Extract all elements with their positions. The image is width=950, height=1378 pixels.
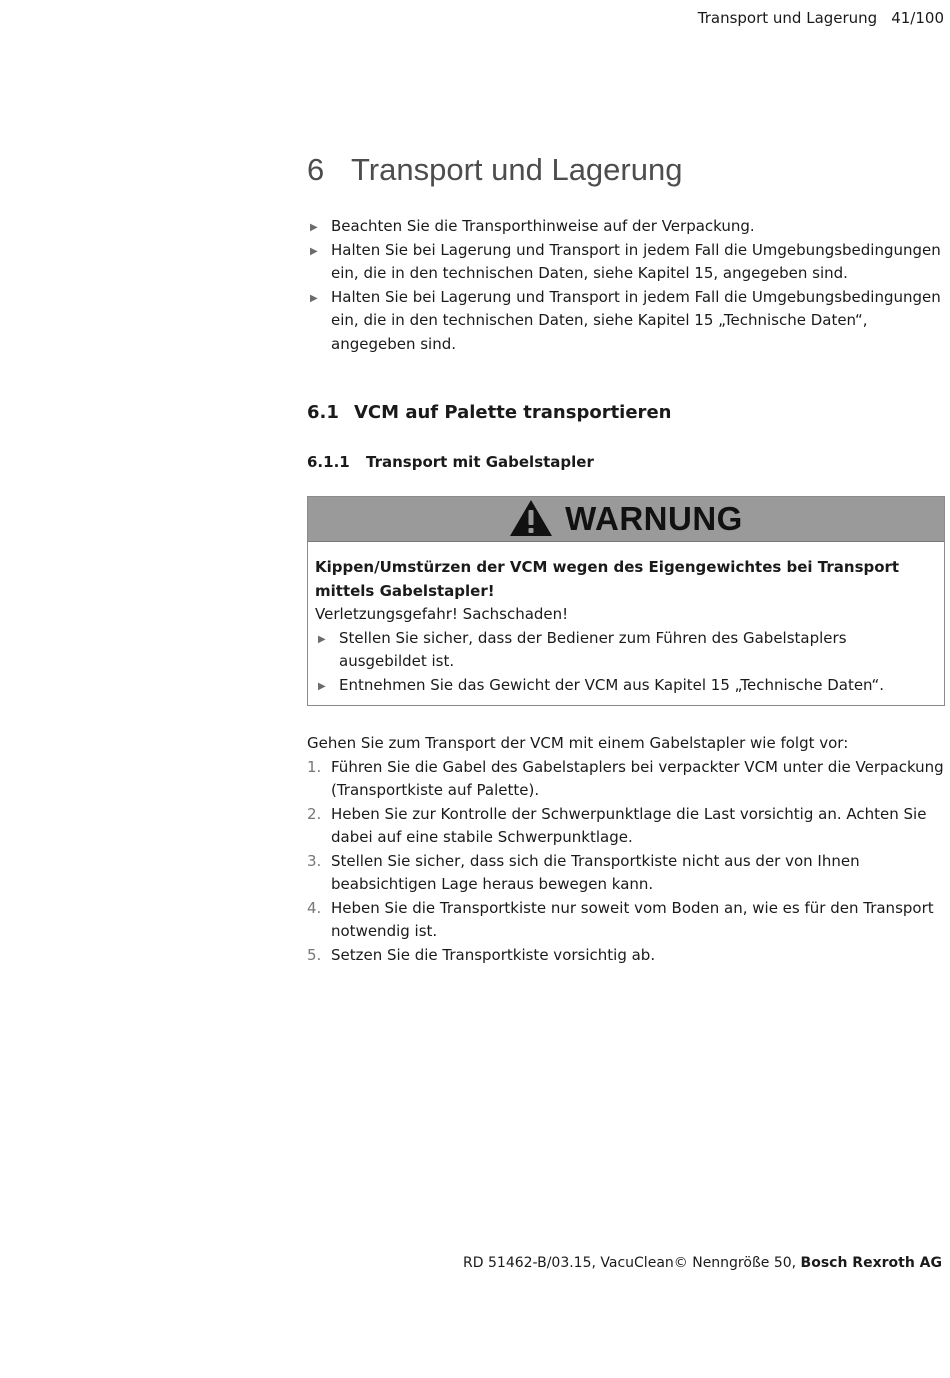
bullet-triangle-icon: ▶ <box>310 245 318 257</box>
list-item <box>307 239 944 286</box>
chapter-heading <box>307 150 944 190</box>
chapter-bullet-list <box>307 215 944 356</box>
step-text: Stellen Sie sicher, dass sich die Transportkiste nicht aus der von Ihnen beabsichtigen Lage heraus bewegen kann. <box>331 851 860 893</box>
list-item <box>307 944 944 968</box>
subsection-number: 6.1.1 <box>307 453 350 471</box>
page-content <box>307 150 944 967</box>
bullet-triangle-icon: ▶ <box>310 292 318 304</box>
bullet-triangle-icon: ▶ <box>318 633 326 645</box>
warning-box <box>307 496 945 706</box>
warning-triangle-icon <box>509 499 553 537</box>
list-item <box>307 756 944 803</box>
step-number: 2. <box>307 804 322 823</box>
procedure-intro: Gehen Sie zum Transport der VCM mit einem Gabelstapler wie folgt vor: <box>307 734 849 752</box>
warning-bullet-list <box>315 627 938 698</box>
bullet-text: Halten Sie bei Lagerung und Transport in jedem Fall die Umgebungsbedingungen ein, die in den technischen Daten, siehe Kapitel 15, angegeben sind. <box>331 240 941 282</box>
step-text: Heben Sie die Transportkiste nur soweit vom Boden an, wie es für den Transport notwendig ist. <box>331 898 934 940</box>
list-item <box>315 627 938 674</box>
bullet-text: Stellen Sie sicher, dass der Bediener zum Führen des Gabelstaplers ausgebildet ist. <box>339 628 847 670</box>
list-item <box>307 215 944 239</box>
step-number: 1. <box>307 757 322 776</box>
list-item <box>315 674 938 698</box>
subsection-heading <box>307 450 944 474</box>
warning-label: WARNUNG <box>565 500 743 537</box>
warning-body <box>308 542 944 705</box>
page-number: 41/100 <box>891 9 944 27</box>
bullet-text: Halten Sie bei Lagerung und Transport in jedem Fall die Umgebungsbedingungen ein, die in den technischen Daten, siehe Kapitel 15 „Technische Daten“, angegeben sind. <box>331 287 941 353</box>
bullet-triangle-icon: ▶ <box>310 222 318 233</box>
section-number: 6.1 <box>307 402 339 423</box>
step-text: Heben Sie zur Kontrolle der Schwerpunktlage die Last vorsichtig an. Achten Sie dabei auf eine stabile Schwerpunktlage. <box>331 804 927 846</box>
header-title: Transport und Lagerung <box>697 9 878 27</box>
list-item <box>307 850 944 897</box>
page-footer <box>463 1255 942 1271</box>
step-text: Führen Sie die Gabel des Gabelstaplers bei verpackter VCM unter die Verpackung (Transportkiste auf Palette). <box>331 757 944 799</box>
step-number: 4. <box>307 898 322 917</box>
bullet-triangle-icon: ▶ <box>318 680 326 692</box>
section-title: VCM auf Palette transportieren <box>354 402 672 423</box>
step-number: 3. <box>307 851 322 870</box>
bullet-text: Entnehmen Sie das Gewicht der VCM aus Kapitel 15 „Technische Daten“. <box>339 675 885 694</box>
bullet-text: Beachten Sie die Transporthinweise auf der Verpackung. <box>331 217 755 235</box>
list-item <box>307 803 944 850</box>
chapter-number: 6 <box>307 152 325 187</box>
footer-doc-info: RD 51462-B/03.15, VacuClean© Nenngröße 50, <box>463 1255 797 1271</box>
list-item <box>307 286 944 357</box>
procedure-steps <box>307 756 944 968</box>
chapter-title: Transport und Lagerung <box>351 152 683 187</box>
step-number: 5. <box>307 945 322 964</box>
running-header <box>698 9 944 27</box>
warning-hazard: Verletzungsgefahr! Sachschaden! <box>315 605 569 623</box>
list-item <box>307 897 944 944</box>
warning-title: Kippen/Umstürzen der VCM wegen des Eigengewichtes bei Transport mittels Gabelstapler! <box>315 558 900 600</box>
step-text: Setzen Sie die Transportkiste vorsichtig ab. <box>331 945 656 964</box>
warning-header <box>308 497 944 542</box>
section-heading <box>307 400 944 426</box>
footer-company: Bosch Rexroth AG <box>800 1255 942 1271</box>
subsection-title: Transport mit Gabelstapler <box>366 453 594 471</box>
